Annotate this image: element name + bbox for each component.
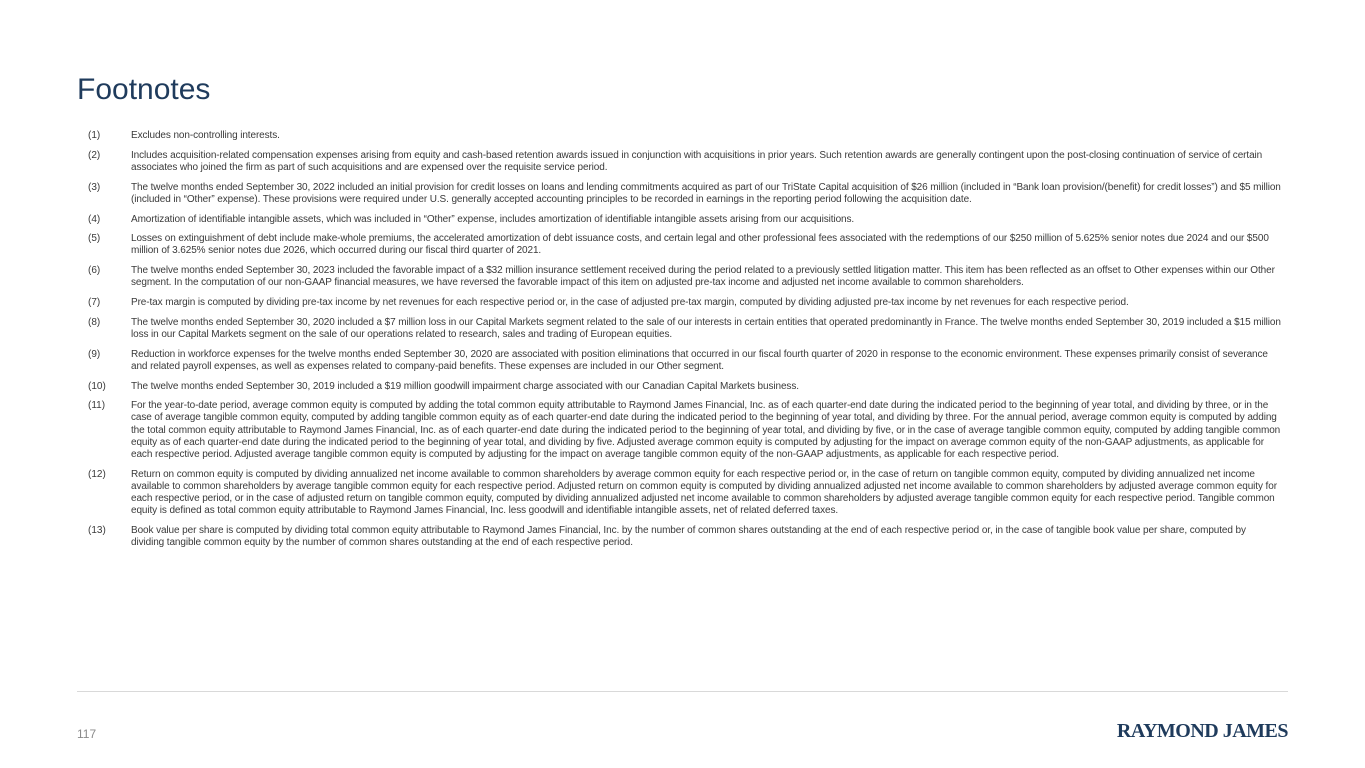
footnote-text: Amortization of identifiable intangible assets, which was included in “Other” expense, includes amortization of identifiable intangible assets arising from our acquisitions.	[131, 213, 855, 225]
footnote-text: For the year-to-date period, average common equity is computed by adding the total common equity attributable to Raymond James Financial, Inc. as of each quarter-end date during the indicated period to the beginning of year total, and dividing by three, or in the case of average tangible common equity, computed by adding tangible common equity as of each quarter-end date during the indicated period to the beginning of year total, and dividing by three. For the annual period, average common equity is computed by adding the total common equity attributable to Raymond James Financial, Inc. as of each quarter-end date during the indicated period to the beginning of year total, and dividing by five, or in the case of average tangible common equity, computed by adding tangible common equity as of each quarter-end date during the indicated period to the beginning of year total, and dividing by five. Adjusted average common equity is computed by adjusting for the impact on average common equity of the non-GAAP adjustments, as applicable for each respective period. Adjusted average tangible common equity is computed by adjusting for the impact on average tangible common equity of the non-GAAP adjustments, as applicable for each respective period.	[131, 400, 1281, 461]
footnote-number: (13)	[88, 525, 106, 537]
footnote-number: (5)	[88, 233, 101, 245]
raymond-james-logo: RAYMOND JAMES	[1116, 720, 1288, 742]
footnote-item	[88, 265, 1281, 289]
footer-divider	[77, 691, 1288, 692]
footnote-text: The twelve months ended September 30, 2019 included a $19 million goodwill impairment charge associated with our Canadian Capital Markets business.	[131, 380, 799, 392]
footnote-number: (1)	[88, 130, 101, 141]
footnote-number: (6)	[88, 265, 101, 277]
footnote-text: Book value per share is computed by dividing total common equity attributable to Raymond James Financial, Inc. by the number of common shares outstanding at the end of each respective period or, in the case of tangible book value per share, computed by dividing tangible common equity by the number of common shares outstanding at the end of each respective period.	[131, 525, 1246, 549]
footnote-text: Return on common equity is computed by dividing annualized net income available to common shareholders by average common equity for each respective period or, in the case of return on tangible common equity, computed by dividing annualized net income available to common shareholders by average tangible common equity for each respective period. Adjusted return on common equity is computed by dividing annualized adjusted net income available to common shareholders by adjusted average common equity for each respective period, or in the case of adjusted return on tangible common equity, computed by dividing annualized adjusted net income available to common shareholders by adjusted average tangible common equity for each respective period. Tangible common equity is defined as total common equity attributable to Raymond James Financial, Inc. less goodwill and identifiable intangible assets, net of related deferred taxes.	[131, 468, 1277, 517]
footnote-number: (8)	[88, 316, 101, 328]
footnote-item	[88, 525, 1281, 549]
footnote-number: (4)	[88, 213, 101, 225]
footnote-item	[88, 150, 1281, 174]
footnote-text: The twelve months ended September 30, 2020 included a $7 million loss in our Capital Markets segment related to the sale of our interests in certain entities that operated predominantly in France. The twelve months ended September 30, 2019 included a $15 million loss in our Capital Markets segment on the sale of our operations related to research, sales and trading of European equities.	[131, 316, 1281, 340]
footnote-item	[88, 317, 1281, 341]
page-number: 117	[77, 727, 97, 741]
footnote-text: Reduction in workforce expenses for the twelve months ended September 30, 2020 are associated with position eliminations that occurred in our fiscal fourth quarter of 2020 in response to the economic environment. These expenses primarily consist of severance and related payroll expenses, as well as expenses related to company-paid benefits. These expenses are included in our Other segment.	[131, 348, 1268, 372]
footnote-item	[88, 233, 1281, 257]
footnote-item	[88, 349, 1281, 373]
footnote-item	[88, 400, 1281, 461]
footnote-text: The twelve months ended September 30, 2022 included an initial provision for credit losses on loans and lending commitments acquired as part of our TriState Capital acquisition of $26 million (included in “Bank loan provision/(benefit) for credit losses”) and $5 million (included in “Other” expense). These provisions were required under U.S. generally accepted accounting principles to be recorded in earnings in the reporting period following the acquisition date.	[131, 181, 1281, 205]
footnote-number: (7)	[88, 297, 101, 309]
page-title: Footnotes	[77, 73, 211, 106]
footnote-text: Excludes non-controlling interests.	[131, 130, 280, 141]
footnote-item	[88, 214, 1281, 226]
footnote-text: Losses on extinguishment of debt include make-whole premiums, the accelerated amortization of debt issuance costs, and certain legal and other professional fees associated with the redemptions of our $250 million of 5.625% senior notes due 2024 and our $500 million of 3.625% senior notes due 2026, which occurred during our fiscal third quarter of 2021.	[131, 233, 1269, 257]
footnote-text: Includes acquisition-related compensation expenses arising from equity and cash-based retention awards issued in conjunction with acquisitions in prior years. Such retention awards are generally contingent upon the post-closing continuation of service of certain associates who joined the firm as part of such acquisitions and are expensed over the requisite service period.	[131, 149, 1263, 173]
footnote-item	[88, 469, 1281, 518]
footnote-number: (2)	[88, 149, 101, 161]
footnote-item	[88, 182, 1281, 206]
footnote-number: (11)	[88, 400, 106, 412]
footnote-item	[88, 130, 1281, 142]
footnote-number: (3)	[88, 181, 101, 193]
footnote-number: (10)	[88, 380, 106, 392]
footnote-list	[88, 130, 1281, 557]
footnote-text: Pre-tax margin is computed by dividing pre-tax income by net revenues for each respective period or, in the case of adjusted pre-tax margin, computed by dividing adjusted pre-tax income by net revenues for each respective period.	[131, 297, 1129, 309]
footnote-text: The twelve months ended September 30, 2023 included the favorable impact of a $32 million insurance settlement received during the period related to a previously settled litigation matter. This item has been reflected as an offset to Other expenses within our Other segment. In the computation of our non-GAAP financial measures, we have reversed the favorable impact of this item on adjusted pre-tax income and adjusted net income available to common shareholders.	[131, 265, 1275, 289]
footnote-number: (12)	[88, 468, 106, 480]
footnote-number: (9)	[88, 348, 101, 360]
footnote-item	[88, 381, 1281, 393]
footnote-item	[88, 297, 1281, 309]
